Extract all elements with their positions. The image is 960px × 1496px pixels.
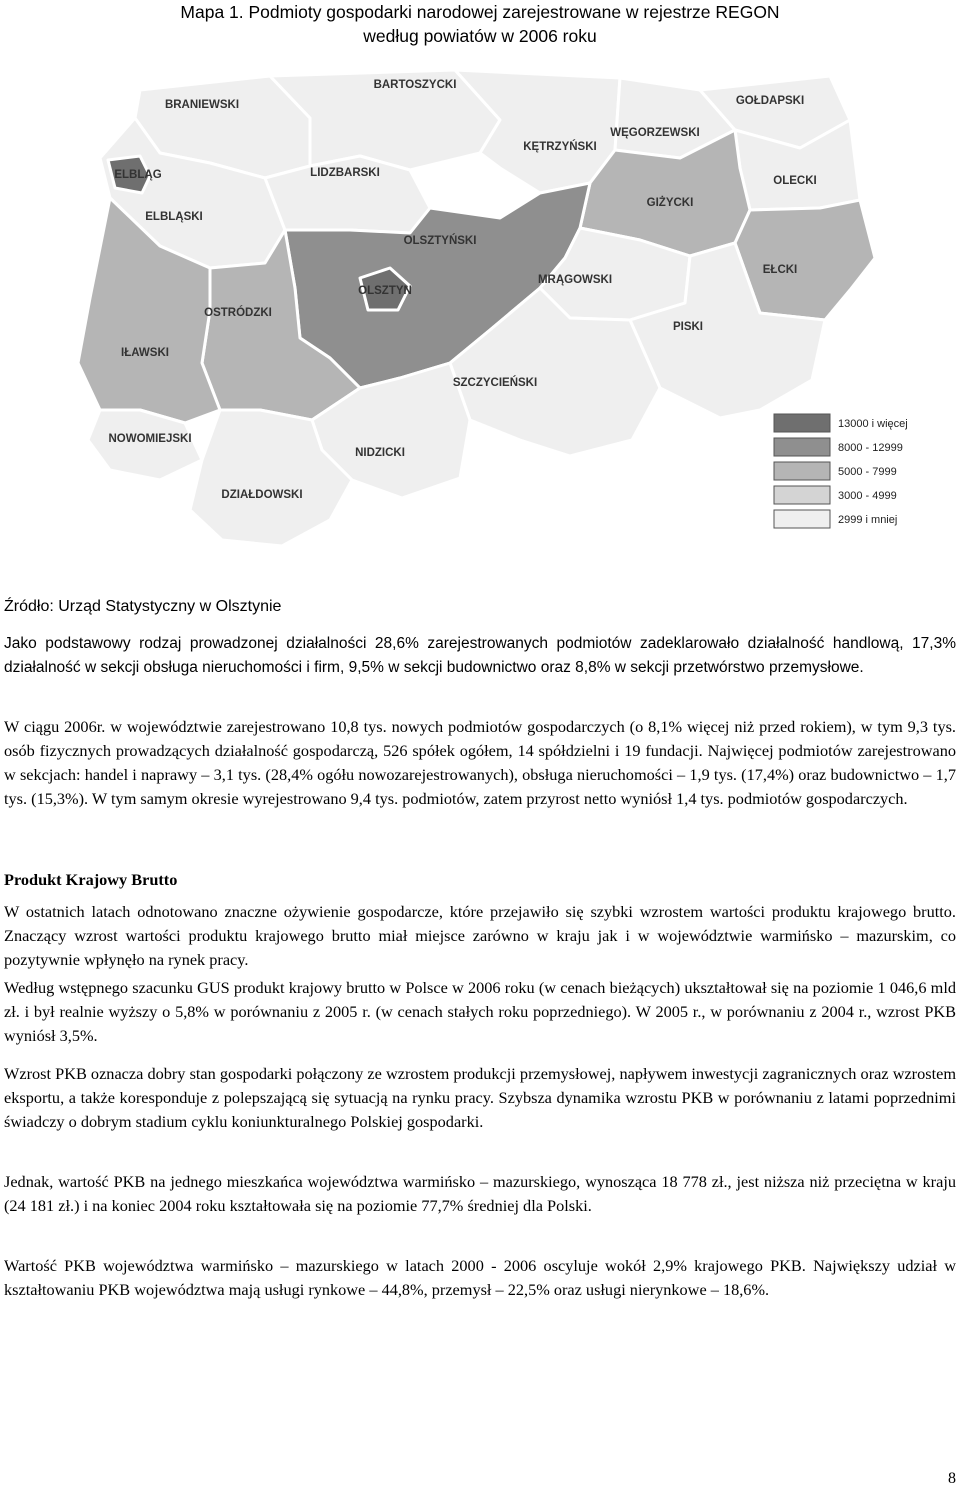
label-olecki: OLECKI <box>773 175 817 187</box>
legend-swatch-3 <box>774 462 830 480</box>
section-heading: Produkt Krajowy Brutto <box>4 870 178 889</box>
label-elblaski: ELBLĄSKI <box>145 211 203 223</box>
paragraph-registrations-2006: W ciągu 2006r. w województwie zarejestrowano 10,8 tys. nowych podmiotów gospodarczych (o 8,1% więcej niż przed rokiem), w tym 9,3 tys. osób fizycznych prowadzących działalność gospodarczą, 526 spółek ogółem, 14 spółdzielni i 19 fundacji. Najwięcej podmiotów zarejestrowano w sekcjach: handel i naprawy – 3,1 tys. (28,4% ogółu nowozarejestrowanych), obsługa nieruchomości – 1,9 tys. (17,4%) oraz budownictwo – 1,7 tys. (15,3%). W tym samym okresie wyrejestrowano 9,4 tys. podmiotów, zatem przyrost netto wyniósł 1,4 tys. podmiotów gospodarczych. <box>4 717 956 808</box>
label-dzialdowski: DZIAŁDOWSKI <box>221 489 303 501</box>
paragraph-economy-state: Wzrost PKB oznacza dobry stan gospodarki połączony ze wzrostem produkcji przemysłowej, napływem inwestycji zagranicznych oraz wzrostem eksportu, a także koresponduje z polepszającą się sytuacją na rynku pracy. Szybsza dynamika wzrostu PKB w porównaniu z latami poprzednimi świadczy o dobrym stadium cyklu koniunkturalnego Polskiej gospodarki. <box>4 1064 956 1131</box>
label-nowomiejski: NOWOMIEJSKI <box>108 433 192 445</box>
legend-label-1: 13000 i więcej <box>838 418 908 430</box>
label-szczycienski: SZCZYCIEŃSKI <box>452 377 538 389</box>
legend-label-3: 5000 - 7999 <box>838 466 897 478</box>
map-source: Źródło: Urząd Statystyczny w Olsztynie <box>4 598 282 615</box>
label-bartoszycki: BARTOSZYCKI <box>373 79 457 91</box>
label-elcki: EŁCKI <box>762 264 798 276</box>
map-legend <box>766 408 912 542</box>
label-braniewski: BRANIEWSKI <box>164 99 240 111</box>
label-piski: PISKI <box>672 321 704 333</box>
label-gizycki: GIŻYCKI <box>646 197 694 209</box>
paragraph-gdp-per-capita: Jednak, wartość PKB na jednego mieszkańca województwa warmińsko – mazurskiego, wynosząca 18 778 zł., jest niższa niż przeciętna w kraju (24 181 zł.) i na koniec 2004 roku kształtowała się na poziomie 77,7% średniej dla Polski. <box>4 1172 956 1215</box>
paragraph-gdp-growth: W ostatnich latach odnotowano znaczne ożywienie gospodarcze, które przejawiło się szybki wzrostem wartości produktu krajowego brutto. Znaczący wzrost wartości produktu krajowego brutto miał miejsce zarówno w kraju jak i w województwie warmińsko – mazurskim, co pozytywnie wpłynęło na rynek pracy. <box>4 902 956 969</box>
legend-swatch-4 <box>774 486 830 504</box>
county-map <box>60 58 940 588</box>
label-ketrzynski: KĘTRZYŃSKI <box>523 141 597 153</box>
county-map-svg <box>60 58 940 588</box>
label-wegorzewski: WĘGORZEWSKI <box>610 127 700 139</box>
label-mragowski: MRĄGOWSKI <box>537 274 613 286</box>
label-goldapski: GOŁDAPSKI <box>735 95 805 107</box>
label-lidzbarski: LIDZBARSKI <box>310 167 380 179</box>
paragraph-gus-estimate: Według wstępnego szacunku GUS produkt krajowy brutto w Polsce w 2006 roku (w cenach bieżących) ukształtował się na poziomie 1 046,6 mld zł. i był realnie wyższy o 5,8% w porównaniu z 2005 r. (w cenach stałych roku poprzedniego). W 2005 r., w porównaniu z 2004 r., wzrost PKB wyniósł 3,5%. <box>4 978 956 1045</box>
label-olsztynski: OLSZTYŃSKI <box>403 235 477 247</box>
page-number: 8 <box>948 1470 956 1487</box>
label-ostrodzki: OSTRÓDZKI <box>204 307 272 319</box>
map-title-line-1: Mapa 1. Podmioty gospodarki narodowej zarejestrowane w rejestrze REGON <box>180 2 780 22</box>
paragraph-regional-share: Wartość PKB województwa warmińsko – mazurskiego w latach 2000 - 2006 oscyluje wokół 2,9% krajowego PKB. Największy udział w kształtowaniu PKB województwa mają usługi rynkowe – 44,8%, przemysł – 22,5% oraz usługi nierynkowe – 18,6%. <box>4 1256 956 1299</box>
legend-swatch-5 <box>774 510 830 528</box>
paragraph-activity-types: Jako podstawowy rodzaj prowadzonej działalności 28,6% zarejestrowanych podmiotów zadeklarowało działalność handlową, 17,3% działalność w sekcji obsługa nieruchomości i firm, 9,5% w sekcji budownictwo oraz 8,8% w sekcji przetwórstwo przemysłowe. <box>4 635 956 676</box>
legend-label-5: 2999 i mniej <box>838 514 898 526</box>
legend-swatch-2 <box>774 438 830 456</box>
label-elblag: ELBLĄG <box>114 169 162 181</box>
label-ilawski: IŁAWSKI <box>121 347 169 359</box>
label-olsztyn: OLSZTYN <box>358 285 412 297</box>
map-title <box>0 0 960 48</box>
legend-label-2: 8000 - 12999 <box>838 442 903 454</box>
map-title-line-2: według powiatów w 2006 roku <box>363 26 597 46</box>
legend-label-4: 3000 - 4999 <box>838 490 897 502</box>
legend-swatch-1 <box>774 414 830 432</box>
label-nidzicki: NIDZICKI <box>355 447 405 459</box>
